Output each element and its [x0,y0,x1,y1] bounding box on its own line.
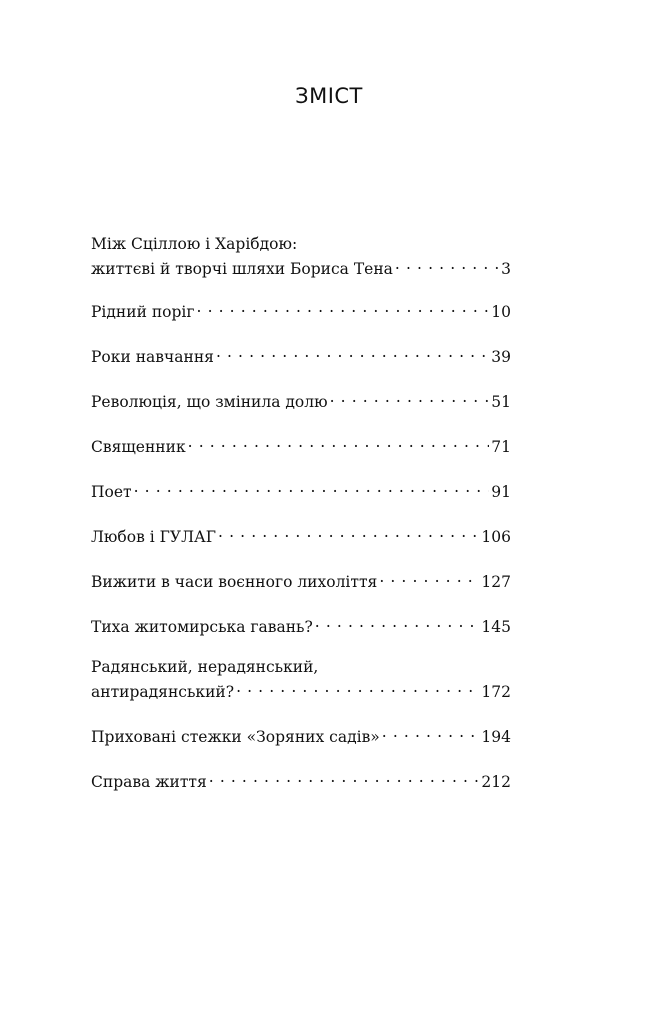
toc-page-number: 145 [481,618,511,636]
toc-entry [91,342,511,367]
dot-leader [379,567,479,587]
dot-leader [209,767,480,787]
toc-page-number: 39 [491,348,511,366]
toc-page-number: 212 [481,773,511,791]
toc-entry-title: життєві й творчі шляхи Бориса Тена [91,260,393,278]
toc-entry [91,612,511,637]
dot-leader [216,342,489,362]
toc-entry [91,657,511,702]
toc-entry-title: Справа життя [91,773,207,791]
toc-page-number: 10 [491,303,511,321]
toc-entry-title: Вижити в часи воєнного лихоліття [91,573,378,591]
toc-entry [91,387,511,412]
toc-entry-title: Поет [91,483,132,501]
toc-entry-title: Між Сціллою і Харібдою: [91,235,298,253]
dot-leader [330,387,490,407]
toc-page-number: 172 [481,683,511,701]
toc-entry [91,432,511,457]
dot-leader [236,677,479,697]
toc-entry-title: Тиха житомирська гавань? [91,618,313,636]
dot-leader [395,254,499,274]
toc-page-number: 127 [481,573,511,591]
dot-leader [382,722,480,742]
toc-entry [91,567,511,592]
dot-leader [315,612,480,632]
toc-entry-title: антирадянський? [91,683,235,701]
toc-page-number: 91 [491,483,511,501]
toc-entry-title: Священник [91,438,186,456]
toc-page-number: 71 [491,438,511,456]
page-title: ЗМІСТ [295,84,363,108]
toc-page-number: 3 [501,260,511,278]
toc-page-number: 106 [481,528,511,546]
dot-leader [134,477,490,497]
toc-entry [91,767,511,792]
toc-entry-title: Приховані стежки «Зоряних садів» [91,728,380,746]
toc-entry-title: Любов і ГУЛАГ [91,528,217,546]
toc-entry [91,297,511,322]
dot-leader [188,432,490,452]
toc-entry-title: Рідний поріг [91,303,195,321]
toc-entry [91,477,511,502]
toc-entry-title: Радянський, нерадянський, [91,658,319,676]
toc-entry [91,522,511,547]
toc-entry-title: Революція, що змінила долю [91,393,328,411]
dot-leader [197,297,490,317]
toc-entry [91,722,511,747]
toc-page-number: 51 [491,393,511,411]
toc-page-number: 194 [481,728,511,746]
dot-leader [218,522,479,542]
toc-entry [91,234,511,279]
table-of-contents [91,234,511,812]
toc-entry-title: Роки навчання [91,348,214,366]
